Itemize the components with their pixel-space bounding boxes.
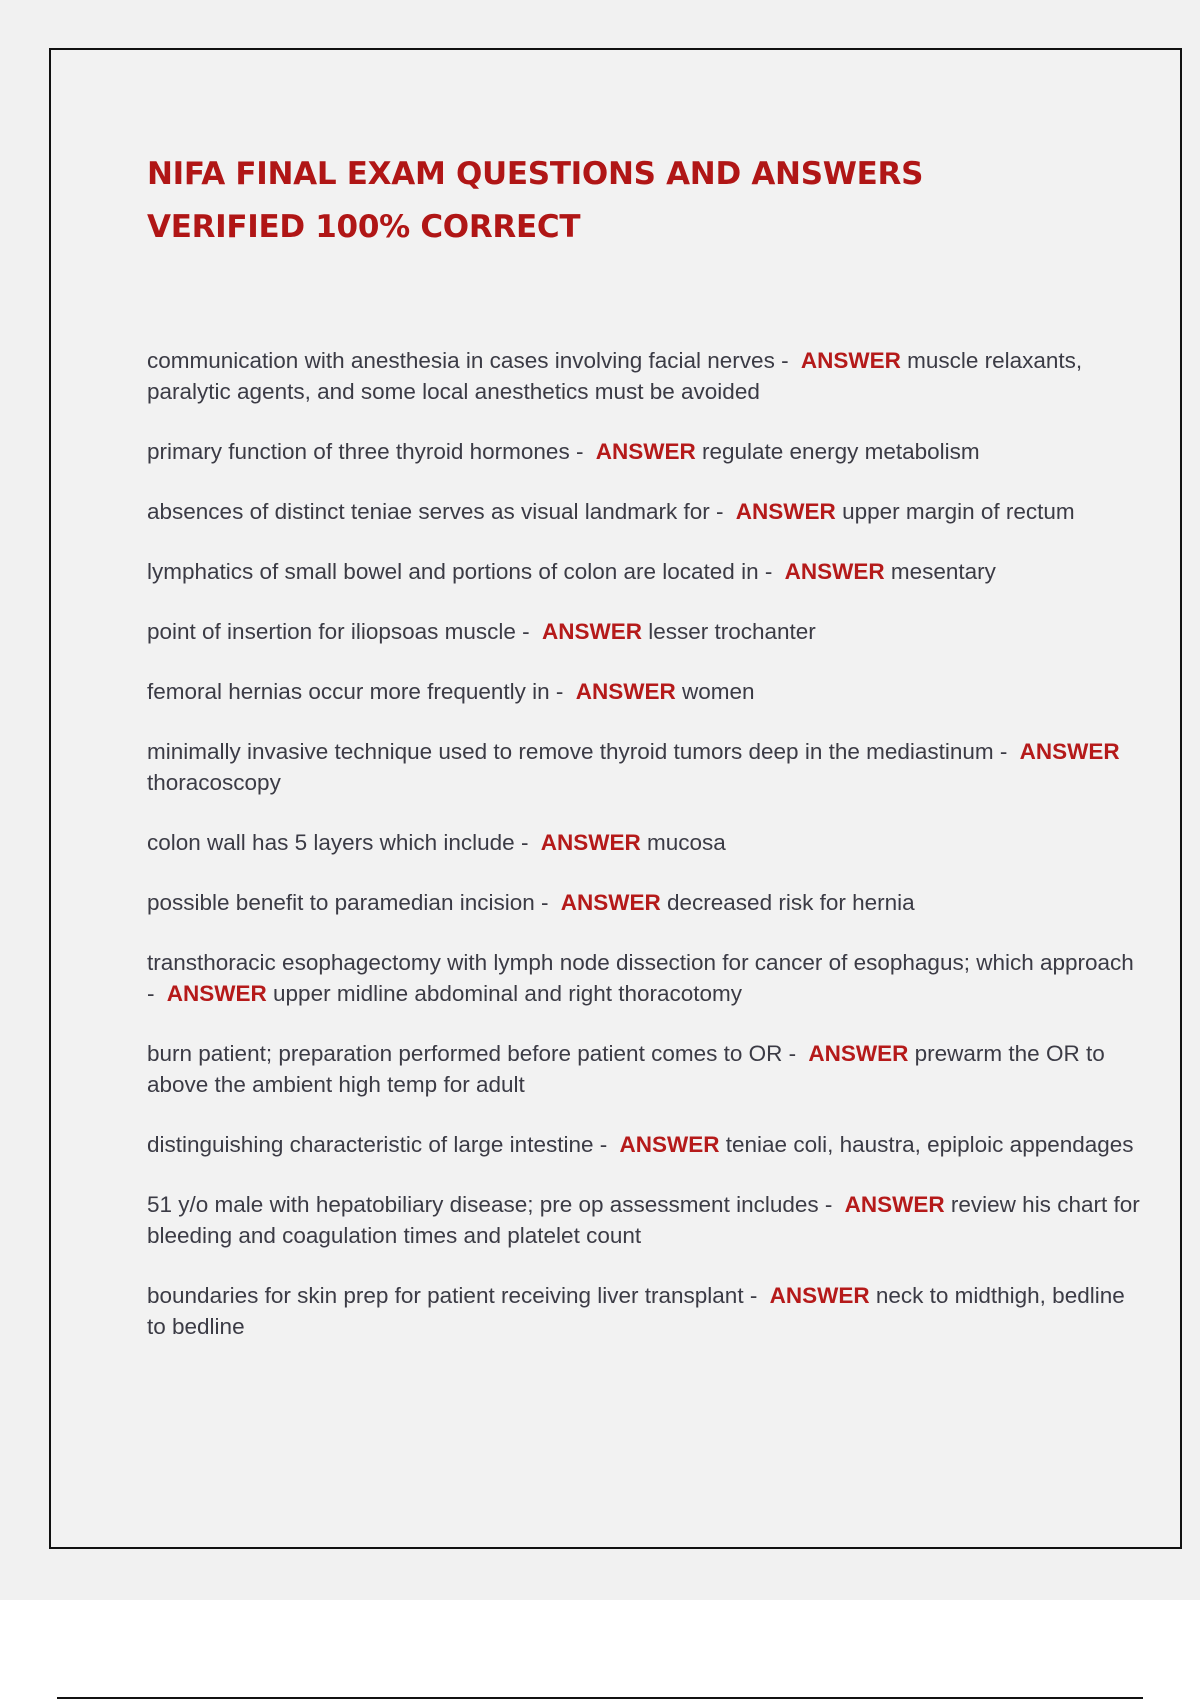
answer-label: ANSWER: [575, 679, 676, 704]
question-text: transthoracic esophagectomy with lymph node dissection for cancer of esophagus; which approach -: [147, 950, 1134, 1006]
answer-label: ANSWER: [595, 439, 696, 464]
answer-text: women: [681, 679, 755, 704]
qa-item: [147, 496, 1147, 527]
question-text: minimally invasive technique used to remove thyroid tumors deep in the mediastinum -: [147, 739, 1008, 764]
qa-item: [147, 1280, 1147, 1342]
document-page: [49, 48, 1182, 1549]
answer-text: upper margin of rectum: [842, 499, 1075, 524]
answer-text: mesentary: [890, 559, 996, 584]
question-text: point of insertion for iliopsoas muscle -: [147, 619, 530, 644]
question-text: colon wall has 5 layers which include -: [147, 830, 529, 855]
qa-item: [147, 1129, 1147, 1160]
question-text: lymphatics of small bowel and portions of colon are located in -: [147, 559, 773, 584]
answer-label: ANSWER: [540, 830, 641, 855]
qa-list: [147, 345, 1147, 1371]
answer-label: ANSWER: [808, 1041, 909, 1066]
question-text: burn patient; preparation performed before patient comes to OR -: [147, 1041, 797, 1066]
document-title: NIFA FINAL EXAM QUESTIONS AND ANSWERS VERIFIED 100% CORRECT: [147, 156, 924, 245]
question-text: communication with anesthesia in cases involving facial nerves -: [147, 348, 789, 373]
answer-label: ANSWER: [1019, 739, 1120, 764]
question-text: boundaries for skin prep for patient receiving liver transplant -: [147, 1283, 758, 1308]
answer-text: muscle relaxants, paralytic agents, and some local anesthetics must be avoided: [147, 348, 1083, 404]
answer-text: thoracoscopy: [147, 770, 281, 795]
answer-label: ANSWER: [560, 890, 661, 915]
answer-label: ANSWER: [541, 619, 642, 644]
answer-label: ANSWER: [800, 348, 901, 373]
answer-text: neck to midthigh, bedline to bedline: [147, 1283, 1125, 1339]
footer-divider: [57, 1697, 1143, 1699]
question-text: 51 y/o male with hepatobiliary disease; pre op assessment includes -: [147, 1192, 833, 1217]
answer-text: mucosa: [646, 830, 726, 855]
answer-text: regulate energy metabolism: [701, 439, 980, 464]
qa-item: [147, 345, 1147, 407]
answer-label: ANSWER: [784, 559, 885, 584]
answer-text: review his chart for bleeding and coagulation times and platelet count: [147, 1192, 1140, 1248]
qa-item: [147, 676, 1147, 707]
answer-label: ANSWER: [619, 1132, 720, 1157]
qa-item: [147, 1038, 1147, 1100]
answer-text: prewarm the OR to above the ambient high temp for adult: [147, 1041, 1105, 1097]
answer-label: ANSWER: [844, 1192, 945, 1217]
answer-label: ANSWER: [769, 1283, 870, 1308]
qa-item: [147, 436, 1147, 467]
qa-item: [147, 616, 1147, 647]
answer-text: teniae coli, haustra, epiploic appendages: [725, 1132, 1134, 1157]
question-text: distinguishing characteristic of large intestine -: [147, 1132, 608, 1157]
answer-label: ANSWER: [735, 499, 836, 524]
qa-item: [147, 827, 1147, 858]
answer-text: decreased risk for hernia: [667, 890, 915, 915]
qa-item: [147, 556, 1147, 587]
qa-item: [147, 736, 1147, 798]
qa-item: [147, 1189, 1147, 1251]
qa-item: [147, 947, 1147, 1009]
answer-label: ANSWER: [166, 981, 267, 1006]
answer-text: upper midline abdominal and right thoracotomy: [273, 981, 743, 1006]
question-text: femoral hernias occur more frequently in -: [147, 679, 564, 704]
question-text: primary function of three thyroid hormones -: [147, 439, 584, 464]
answer-text: lesser trochanter: [648, 619, 816, 644]
question-text: absences of distinct teniae serves as visual landmark for -: [147, 499, 724, 524]
question-text: possible benefit to paramedian incision -: [147, 890, 549, 915]
qa-item: [147, 887, 1147, 918]
